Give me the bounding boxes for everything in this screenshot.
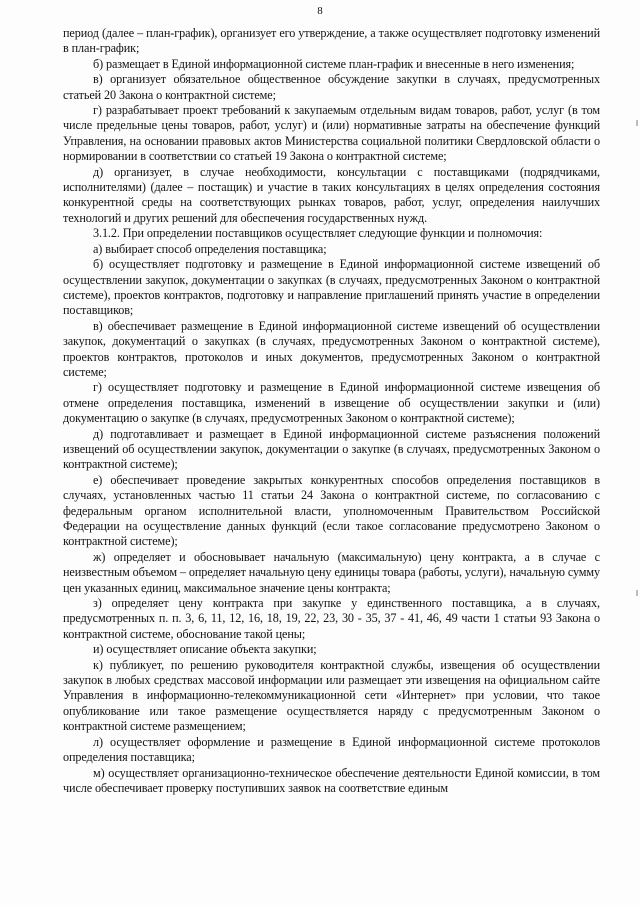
paragraph: а) выбирает способ определения поставщика; [93,241,327,256]
paragraph: г) осуществляет подготовку и размещение в Единой информационной системе извещения об отмене определения поставщика, изменений в извещение об осуществлении закупки и (или) документацию о закупке (в случаях, предусмотренных Законом о контрактной системе); [63,380,600,426]
paragraph: к) публикует, по решению руководителя контрактной службы, извещения об осуществлении закупок в любых средствах массовой информации или размещает эти извещения на официальном сайте Управления в информационно-телекоммуникационной сети «Интернет» при условии, что такое опубликование или такое размещение осуществляется наряду с предусмотренным Законом о контрактной системе размещением; [63,657,600,734]
section-heading: 3.1.2. При определении поставщиков осуществляет следующие функции и полномочия: [93,226,543,241]
paragraph: в) организует обязательное общественное обсуждение закупки в случаях, предусмотренных статьей 20 Закона о контрактной системе; [63,72,600,102]
paragraph: ж) определяет и обосновывает начальную (максимальную) цену контракта, а в случае с неизвестным объемом – определяет начальную цену единицы товара (работы, услуги), начальную сумму цен указанных единиц, максимальное значение цены контракта; [63,549,601,595]
paragraph: в) обеспечивает размещение в Единой информационной системе извещений об осуществлении закупок, документаций о закупках (в случаях, предусмотренных Законом о контрактной системе), проектов контрактов, протоколов и иных документов, предусмотренных Законом о контрактной системе; [63,318,600,379]
scan-artifact [636,590,638,596]
page-number: 8 [317,5,323,17]
paragraph: л) осуществляет оформление и размещение в Единой информационной системе протоколов определения поставщика; [63,734,600,765]
paragraph: з) определяет цену контракта при закупке у единственного поставщика, а в случаях, предусмотренных п. п. 3, 6, 11, 12, 16, 18, 19, 22, 23, 30 - 35, 37 - 41, 46, 49 части 1 статьи 93 Закона о контрактной системе, обоснование такой цены; [63,596,600,641]
paragraph: г) разрабатывает проект требований к закупаемым отдельным видам товаров, работ, услуг (в том числе предельные цены товаров, работ, услуг) и (или) нормативные затраты на обеспечение функций Управления, на основании правовых актов Министерства социальной политики Свердловской области о нормировании в соответствии со статьей 19 Закона о контрактной системе; [63,103,600,164]
paragraph: е) обеспечивает проведение закрытых конкурентных способов определения поставщиков в случаях, установленных частью 11 статьи 24 Закона о контрактной системе, по согласованию с федеральным органом исполнительной власти, уполномоченным Правительством Российской Федерации на осуществление данных функций (если такое согласование предусмотрено Законом о контрактной системе); [63,472,600,549]
paragraph: д) организует, в случае необходимости, консультации с поставщиками (подрядчиками, исполнителями) (далее – постащик) и участие в таких консультациях в целях определения состояния конкурентной среды на соответствующих рынках товаров, работ, услуг, определения наилучших технологий и других решений для обеспечения государственных нужд. [63,164,600,225]
document-body [63,26,600,796]
paragraph: м) осуществляет организационно-техническое обеспечение деятельности Единой комиссии, в том числе обеспечивает проверку поступивших заявок на соответствие единым [63,765,600,795]
paragraph: период (далее – план-график), организует его утверждение, а также осуществляет подготовку изменений в план-график; [63,26,600,56]
paragraph: и) осуществляет описание объекта закупки; [93,642,317,657]
paragraph: д) подготавливает и размещает в Единой информационной системе разъяснения положений извещений об осуществлении закупок, документации о закупке (в случаях, предусмотренных Законом о контрактной системе); [63,426,600,472]
paragraph: б) размещает в Единой информационной системе план-график и внесенные в него изменения; [93,56,575,71]
scan-artifact [636,120,638,126]
paragraph: б) осуществляет подготовку и размещение в Единой информационной системе извещений об осуществлении закупок, документации о закупках (в случаях, предусмотренных Законом о контрактной системе), проектов контрактов, подготовку и направление приглашений принять участие в определении поставщиков; [63,257,600,318]
